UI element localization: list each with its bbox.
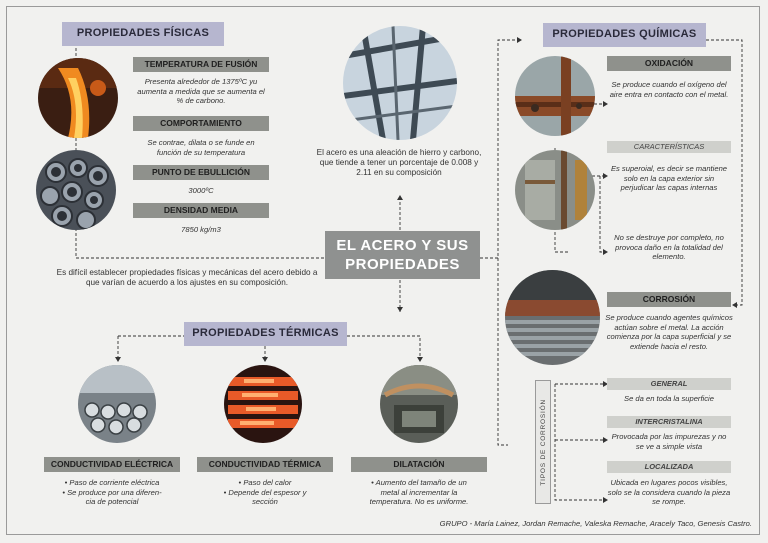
caracteristicas-text-1: Es superoial, es decir se mantiene solo en la capa exterior sin perjudicar las capas internas xyxy=(610,164,728,193)
fisicas-text-comportamiento: Se contrae, dilata o se funde en función de su temperatura xyxy=(147,138,255,157)
fisicas-label-ebullicion: PUNTO DE EBULLICIÓN xyxy=(133,165,269,180)
fisicas-label-comportamiento: COMPORTAMIENTO xyxy=(133,116,269,131)
tipos-label: TIPOS DE CORROSIÓN xyxy=(539,398,547,486)
termicas-label-dilatacion: DILATACIÓN xyxy=(351,457,487,472)
text-line: • Paso del calor xyxy=(238,478,292,487)
corrosion-text: Se produce cuando agentes químicos actúan sobre el metal. La acción comienza por la capa superficial y se extiende hacia el resto. xyxy=(605,313,733,351)
tipo-localizada-label: LOCALIZADA xyxy=(607,461,731,473)
text-line: sección xyxy=(252,497,278,507)
fisicas-text-densidad: 7850 kg/m3 xyxy=(181,225,221,234)
text-line: metal al incrementar la xyxy=(380,487,458,497)
caracteristicas-label: CARACTERÍSTICAS xyxy=(607,141,731,153)
footer-credits: GRUPO - María Lainez, Jordan Remache, Valeska Remache, Aracely Taco, Genesis Castro. xyxy=(439,519,752,528)
text-line: • Paso de corriente eléctrica xyxy=(64,478,160,487)
termicas-text-dilatacion xyxy=(351,478,487,507)
electric-conduct-image xyxy=(78,365,156,443)
fisicas-title: PROPIEDADES FÍSICAS xyxy=(62,22,224,46)
tipo-general-label: GENERAL xyxy=(607,378,731,390)
steel-structure-image xyxy=(343,26,457,140)
steel-pipes-image xyxy=(36,150,116,230)
thermal-conduct-image xyxy=(224,365,302,443)
termicas-label-termica: CONDUCTIVIDAD TÉRMICA xyxy=(197,457,333,472)
termicas-text-termica xyxy=(197,478,333,507)
oxidacion-label: OXIDACIÓN xyxy=(607,56,731,71)
fisicas-text-fusion: Presenta alrededor de 1375ºC yu aumenta a medida que se aumenta el % de carbono. xyxy=(137,77,265,106)
tipo-general-text: Se da en toda la superficie xyxy=(624,394,714,403)
text-line: • Se produce por una diferen- xyxy=(62,487,162,497)
tipo-intercristalina-label: INTERCRISTALINA xyxy=(607,416,731,428)
dilatation-image xyxy=(380,365,458,443)
quimicas-title: PROPIEDADES QUÍMICAS xyxy=(543,23,706,47)
text-line: • Aumento del tamaño de un xyxy=(371,478,467,487)
text-line: temperatura. No es uniforme. xyxy=(369,497,469,507)
tipos-box xyxy=(535,380,551,504)
oxidation-image xyxy=(515,56,595,136)
difficulty-text: Es difícil establecer propiedades físicas y mecánicas del acero debido a que varían de acuerdo a los ajustes en su composición. xyxy=(56,268,318,287)
molten-steel-image xyxy=(38,58,118,138)
fisicas-label-densidad: DENSIDAD MEDIA xyxy=(133,203,269,218)
tipo-localizada-text: Ubicada en lugares pocos visibles, solo se la considera cuando la pieza se rompe. xyxy=(607,478,731,507)
caracteristicas-text-2: No se destruye por completo, no provoca daño en la totalidad del elemento. xyxy=(614,233,724,262)
tipo-intercristalina-text: Provocada por las impurezas y no se ve a simple vista xyxy=(611,432,727,451)
oxidacion-text: Se produce cuando el oxígeno del aire entra en contacto con el metal. xyxy=(609,80,729,99)
termicas-label-electrica: CONDUCTIVIDAD ELÉCTRICA xyxy=(44,457,180,472)
corrosion-image xyxy=(505,270,600,365)
text-line: cia de potencial xyxy=(85,497,139,507)
corrosion-label: CORROSIÓN xyxy=(607,292,731,307)
intro-text: El acero es una aleación de hierro y carbono, que tiende a tener un porcentaje de 0.008 y 2.11 en su composición xyxy=(316,148,482,177)
termicas-title: PROPIEDADES TÉRMICAS xyxy=(184,322,347,346)
text-line: • Depende del espesor y xyxy=(223,487,307,497)
main-title: EL ACERO Y SUS PROPIEDADES xyxy=(325,231,480,279)
fisicas-label-fusion: TEMPERATURA DE FUSIÓN xyxy=(133,57,269,72)
termicas-text-electrica xyxy=(44,478,180,507)
characteristics-image xyxy=(515,150,595,230)
fisicas-text-ebullicion: 3000ºC xyxy=(188,186,214,195)
